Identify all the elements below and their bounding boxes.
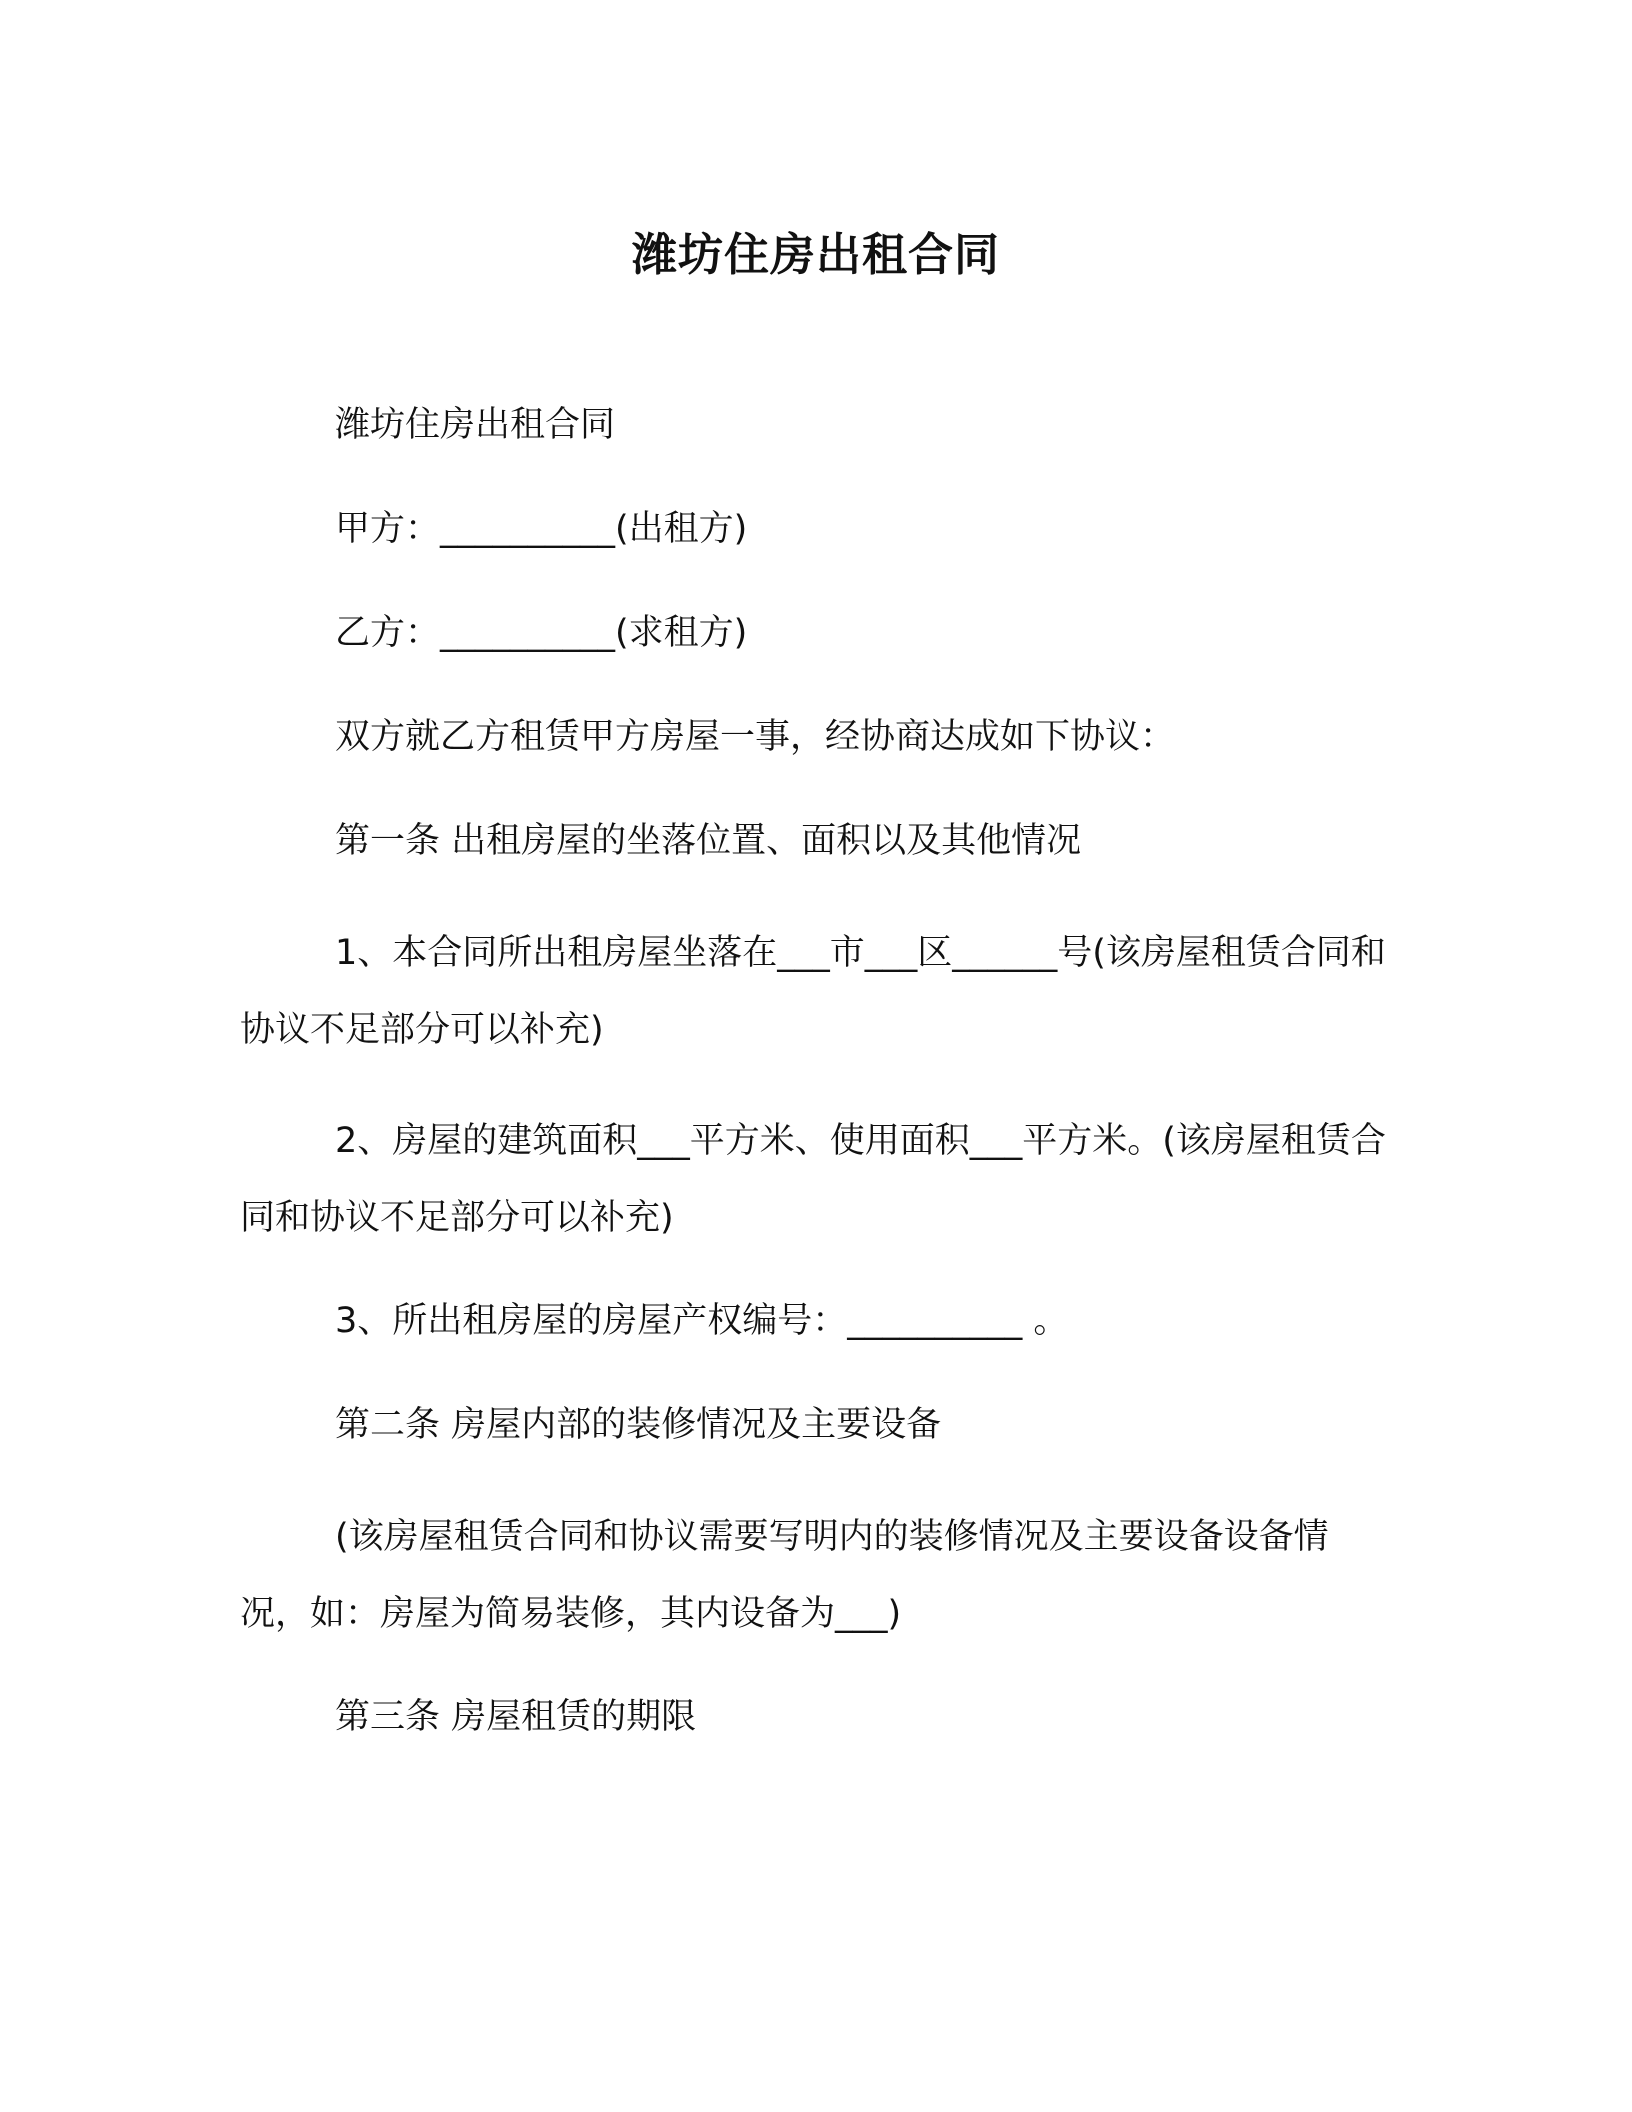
paragraph-agreement-intro: 双方就乙方租赁甲方房屋一事，经协商达成如下协议： [335, 717, 1176, 757]
article-1-clause-1: 1、本合同所出租房屋坐落在___市___区______号(该房屋租赁合同和协议不足部分可以补充) [240, 933, 1386, 1050]
document-body [240, 395, 1390, 1791]
article-3-heading: 第三条 房屋租赁的期限 [335, 1697, 697, 1737]
paragraph-party-b: 乙方：__________(求租方) [335, 613, 748, 653]
article-1-clause-3: 3、所出租房屋的房屋产权编号：__________ 。 [335, 1301, 1069, 1341]
paragraph-heading: 潍坊住房出租合同 [335, 405, 616, 445]
document-title: 潍坊住房出租合同 [631, 228, 1000, 281]
article-1-heading: 第一条 出租房屋的坐落位置、面积以及其他情况 [335, 821, 1082, 861]
paragraph-party-a: 甲方：__________(出租方) [335, 509, 748, 549]
article-1-clause-2: 2、房屋的建筑面积___平方米、使用面积___平方米。(该房屋租赁合同和协议不足部分可以补充) [240, 1121, 1386, 1238]
article-2-heading: 第二条 房屋内部的装修情况及主要设备 [335, 1405, 942, 1445]
article-2-description: (该房屋租赁合同和协议需要写明内的装修情况及主要设备设备情况，如：房屋为简易装修，其内设备为___) [240, 1517, 1329, 1634]
